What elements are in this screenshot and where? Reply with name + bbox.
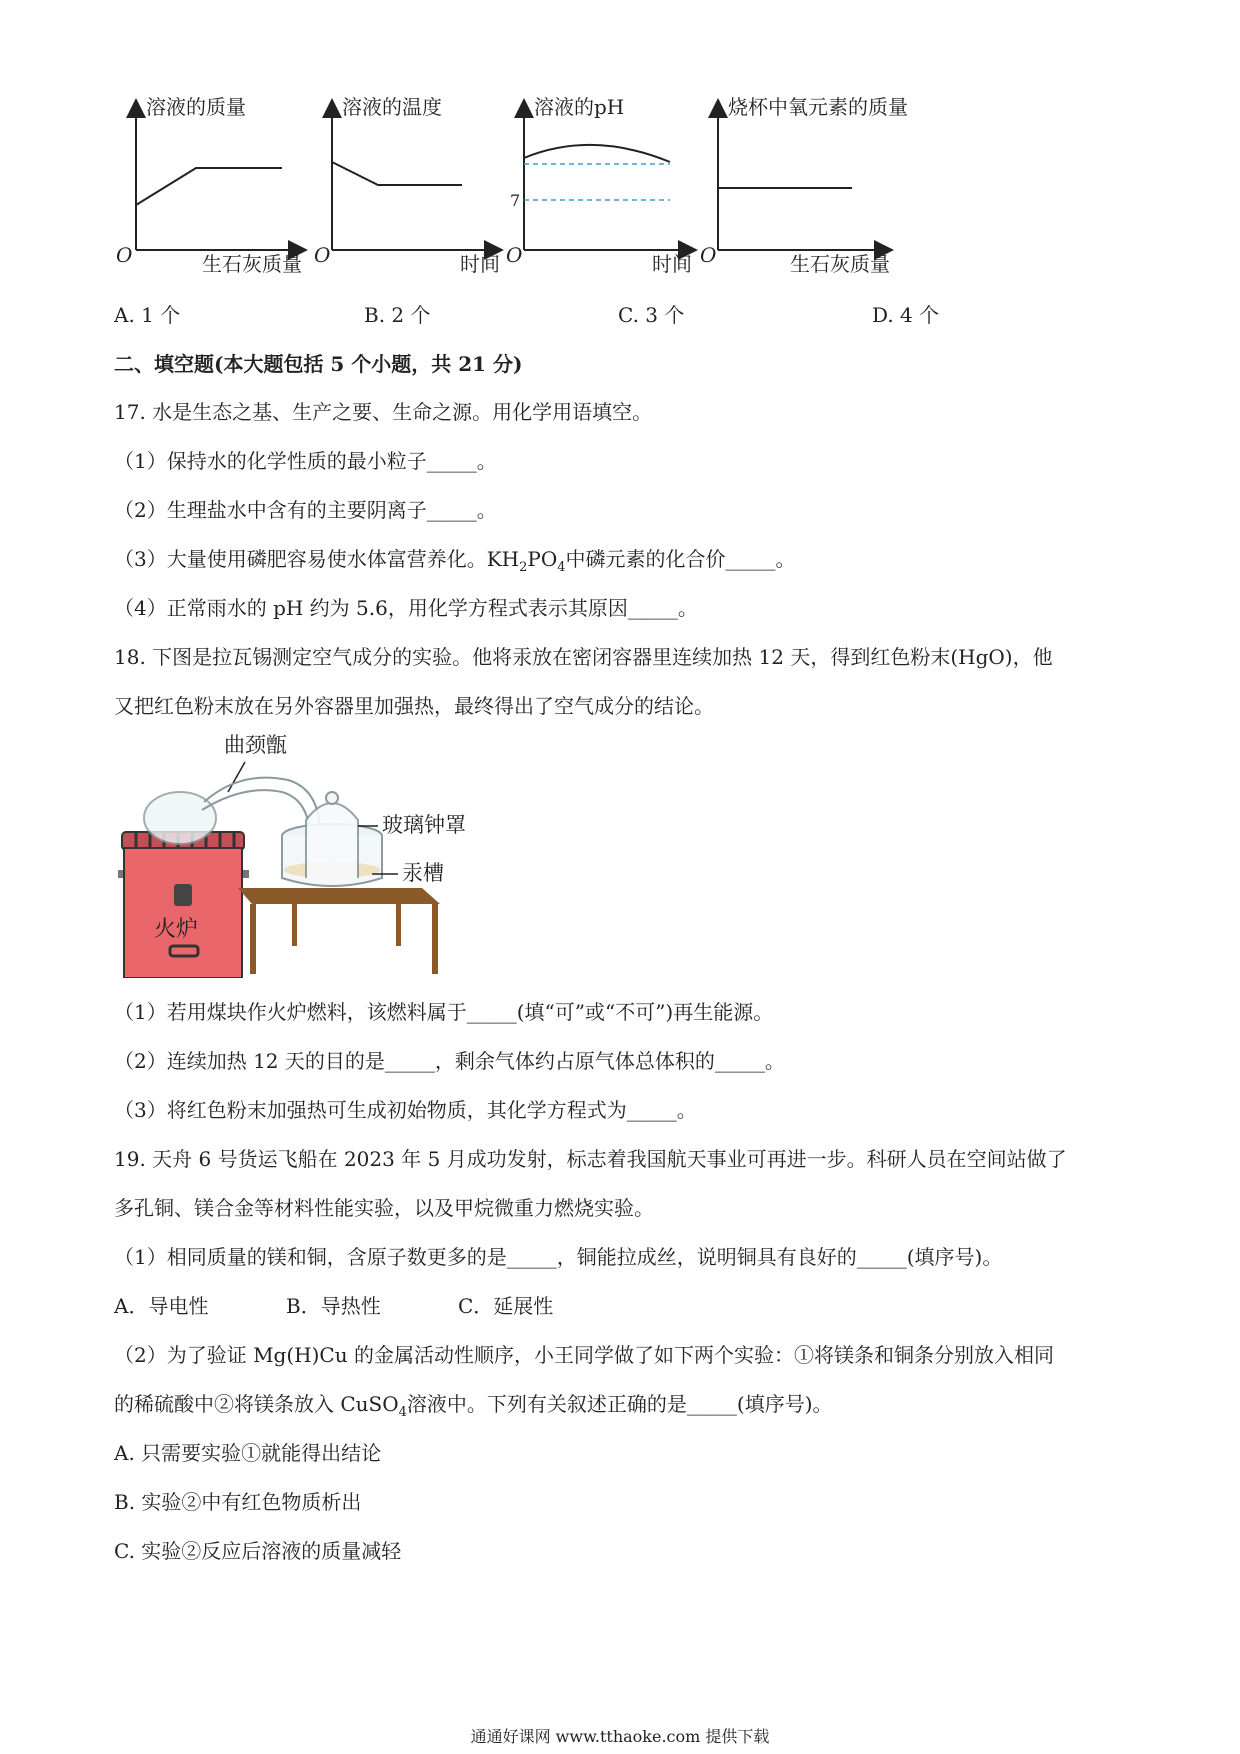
q19-stem-line-1: 19. 天舟 6 号货运飞船在 2023 年 5 月成功发射，标志着我国航天事业可再进一步。科研人员在空间站做了: [114, 1147, 1067, 1171]
lavoisier-apparatus-figure: [110, 728, 510, 978]
graph-3-ylabel: 溶液的pH: [534, 95, 625, 119]
q16-option-c: C. 3 个: [618, 303, 685, 327]
graph-3-curve: [524, 145, 670, 162]
graph-2-xlabel: 时间: [460, 252, 500, 276]
q19-part-2-option-c: C. 实验②反应后溶液的质量减轻: [114, 1539, 402, 1563]
q19-part-2-line-2-text-b: 溶液中。下列有关叙述正确的是_____(填序号)。: [406, 1392, 833, 1416]
section-2-title: 二、填空题(本大题包括 5 个小题，共 21 分): [114, 352, 523, 376]
graph-2-curve: [332, 162, 462, 185]
q17-part-3-text-a: （3）大量使用磷肥容易使水体富营养化。KH: [114, 547, 520, 571]
graph-solution-temperature: [314, 95, 500, 276]
graph-4-ylabel: 烧杯中氧元素的质量: [728, 95, 908, 119]
label-retort: 曲颈甑: [224, 733, 287, 757]
q19-part-1-option-b: B．导热性: [286, 1294, 381, 1318]
q19-stem-line-2: 多孔铜、镁合金等材料性能实验，以及甲烷微重力燃烧实验。: [114, 1196, 654, 1220]
q19-part-2-option-b: B. 实验②中有红色物质析出: [114, 1490, 362, 1514]
graph-2-ylabel: 溶液的温度: [342, 95, 442, 119]
bell-jar-and-trough: [282, 792, 382, 886]
q17-part-3-sub-2: 4: [557, 560, 566, 575]
q16-option-b: B. 2 个: [364, 303, 431, 327]
q18-stem-line-2: 又把红色粉末放在另外容器里加强热，最终得出了空气成分的结论。: [114, 694, 714, 718]
q17-part-3: [114, 547, 796, 575]
graph-4-origin: O: [700, 243, 717, 267]
graph-4-xlabel: 生石灰质量: [790, 252, 890, 276]
graph-2-origin: O: [314, 243, 331, 267]
graph-3-tick-7: 7: [510, 191, 521, 210]
graph-solution-mass: [116, 95, 304, 276]
label-mercury-trough: 汞槽: [402, 861, 444, 885]
label-furnace: 火炉: [154, 917, 199, 942]
label-bell-jar: 玻璃钟罩: [382, 813, 466, 837]
q17-part-4: （4）正常雨水的 pH 约为 5.6，用化学方程式表示其原因_____。: [114, 596, 698, 620]
q17-stem: 17. 水是生态之基、生产之要、生命之源。用化学用语填空。: [114, 400, 653, 424]
graph-1-origin: O: [116, 243, 133, 267]
q16-option-a: A. 1 个: [114, 303, 181, 327]
q17-part-1: （1）保持水的化学性质的最小粒子_____。: [114, 449, 497, 473]
q18-part-2: （2）连续加热 12 天的目的是_____，剩余气体约占原气体总体积的_____。: [114, 1049, 785, 1073]
graph-oxygen-mass: [700, 95, 908, 276]
table: [238, 888, 440, 974]
q19-part-1: （1）相同质量的镁和铜，含原子数更多的是_____，铜能拉成丝，说明铜具有良好的_____(填序号)。: [114, 1245, 1003, 1269]
q19-part-2-line-2-sub: 4: [398, 1405, 407, 1420]
q18-stem-line-1: 18. 下图是拉瓦锡测定空气成分的实验。他将汞放在密闭容器里连续加热 12 天，得到红色粉末(HgO)，他: [114, 645, 1053, 669]
q19-part-2-line-2: [114, 1392, 833, 1420]
q16-option-d: D. 4 个: [872, 303, 940, 327]
q17-part-3-text-b: PO: [527, 547, 558, 571]
q18-part-3: （3）将红色粉末加强热可生成初始物质，其化学方程式为_____。: [114, 1098, 697, 1122]
q19-part-2-option-a: A. 只需要实验①就能得出结论: [114, 1441, 382, 1465]
q19-part-2-line-1: （2）为了验证 Mg(H)Cu 的金属活动性顺序，小王同学做了如下两个实验：①将镁条和铜条分别放入相同: [114, 1343, 1054, 1367]
graph-3-xlabel: 时间: [652, 252, 692, 276]
furnace: [118, 832, 249, 978]
q17-part-3-text-c: 中磷元素的化合价_____。: [565, 547, 796, 571]
q19-part-2-line-2-text-a: 的稀硫酸中②将镁条放入 CuSO: [114, 1392, 399, 1416]
q18-part-1: （1）若用煤块作火炉燃料，该燃料属于_____(填“可”或“不可”)再生能源。: [114, 1000, 774, 1024]
footer-source: 通通好课网 www.tthaoke.com 提供下载: [470, 1727, 770, 1746]
graph-1-xlabel: 生石灰质量: [202, 252, 302, 276]
q17-part-3-sub-1: 2: [519, 560, 528, 575]
graph-3-origin: O: [506, 243, 523, 267]
q19-part-1-option-a: A．导电性: [114, 1294, 209, 1318]
q19-part-1-option-c: C．延展性: [458, 1294, 554, 1318]
graph-1-ylabel: 溶液的质量: [146, 95, 246, 119]
q17-part-2: （2）生理盐水中含有的主要阴离子_____。: [114, 498, 497, 522]
graph-solution-ph: [506, 95, 694, 276]
graph-1-curve: [136, 168, 282, 205]
